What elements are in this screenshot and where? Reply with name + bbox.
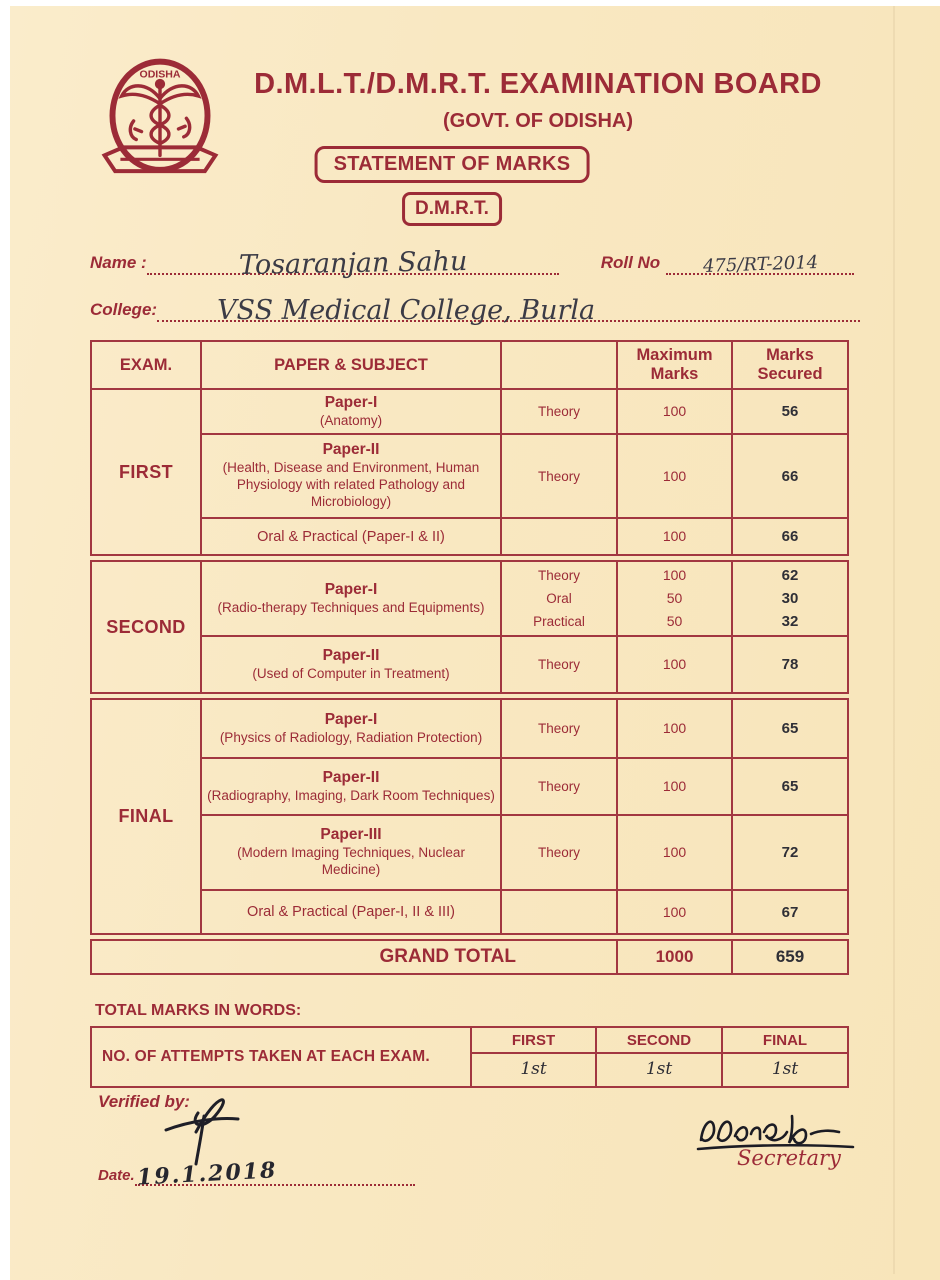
statement-of-marks-badge: STATEMENT OF MARKS: [315, 146, 590, 183]
date-row: [98, 1157, 428, 1191]
name-value: Tosaranjan Sahu: [238, 246, 468, 281]
logo-odisha-text: ODISHA: [139, 68, 181, 81]
max-marks-cell: [617, 561, 732, 636]
max-marks-cell: [617, 890, 732, 934]
attempts-value-second: 1st: [645, 1059, 673, 1079]
paper-title: Paper-II: [322, 646, 380, 664]
max-marks-cell-value: 100: [662, 720, 687, 736]
type-cell: [501, 636, 617, 693]
type-cell-value: Oral: [546, 591, 572, 606]
marks-table-first-section: [90, 340, 849, 556]
paper-cell: [201, 815, 501, 890]
marks-secured-cell-value: 78: [781, 656, 799, 673]
max-marks-cell: [617, 518, 732, 555]
max-marks-cell-value: 100: [662, 528, 687, 544]
type-cell-value: Theory: [537, 779, 581, 794]
type-cell-value: Theory: [537, 657, 581, 672]
name-label: Name :: [90, 253, 147, 272]
verified-by-label: Verified by:: [98, 1092, 190, 1111]
roll-value: 475/RT-2014: [702, 251, 819, 278]
total-words-label: TOTAL MARKS IN WORDS:: [95, 1002, 302, 1019]
paper-subtitle: (Radio-therapy Techniques and Equipments): [217, 599, 485, 615]
attempts-col-final: FINAL: [722, 1027, 848, 1053]
paper-subtitle: (Used of Computer in Treatment): [252, 665, 450, 681]
type-cell-value: Theory: [537, 404, 581, 419]
paper-cell: [201, 890, 501, 934]
marks-secured-cell-value: 66: [781, 467, 799, 485]
marks-secured-cell-value: 56: [781, 403, 799, 420]
name-row: [90, 246, 860, 281]
paper-subtitle: (Health, Disease and Environment, Human Physiology with related Pathology and Microbiology): [222, 460, 480, 509]
marks-row: [91, 890, 848, 934]
date-label: Date.: [98, 1167, 135, 1184]
exam-name-cell: FINAL: [91, 699, 201, 934]
board-subtitle: (GOVT. OF ODISHA): [443, 110, 633, 132]
paper-crease: [893, 0, 895, 1274]
marks-secured-cell: [732, 389, 848, 434]
marks-row: [91, 636, 848, 693]
board-emblem-logo: [94, 54, 226, 188]
course-badge: D.M.R.T.: [402, 192, 502, 226]
marks-secured-cell-value: 30: [781, 590, 799, 607]
paper-subtitle: (Anatomy): [319, 412, 383, 428]
board-title: D.M.L.T./D.M.R.T. EXAMINATION BOARD: [254, 68, 822, 100]
type-cell: [501, 561, 617, 636]
marks-secured-cell-value: 72: [781, 844, 799, 861]
paper-cell: [201, 389, 501, 434]
marks-row: [91, 389, 848, 434]
marks-secured-cell: [732, 518, 848, 555]
attempts-header-row: [91, 1027, 848, 1053]
paper-subtitle: (Modern Imaging Techniques, Nuclear Medicine): [237, 845, 465, 877]
max-marks-cell-value: 100: [662, 467, 687, 484]
date-value: 19.1.2018: [136, 1157, 278, 1191]
type-cell: [501, 699, 617, 758]
marks-row: [91, 561, 848, 636]
max-marks-cell-value: 100: [662, 403, 687, 419]
max-marks-cell: [617, 636, 732, 693]
paper-title: Paper-I: [324, 580, 378, 598]
paper-cell: [201, 434, 501, 518]
marks-row: [91, 815, 848, 890]
type-cell: [501, 518, 617, 555]
max-marks-cell-value: 100: [662, 903, 687, 920]
marks-secured-cell-value: 66: [781, 528, 799, 545]
marks-secured-cell: [732, 561, 848, 636]
college-value: VSS Medical College, Burla: [217, 295, 596, 326]
grand-total-max: 1000: [617, 940, 732, 974]
attempts-col-first: FIRST: [471, 1027, 596, 1053]
max-marks-cell-value: 50: [666, 590, 683, 606]
type-cell-value: Theory: [537, 468, 581, 484]
type-cell-value: Theory: [537, 721, 581, 736]
grand-total-row: [91, 940, 848, 974]
marks-row: [91, 699, 848, 758]
paper-title: Oral & Practical (Paper-I & II): [257, 528, 445, 545]
roll-field: [666, 251, 854, 278]
date-field: [135, 1157, 415, 1191]
type-col-header: [501, 341, 617, 389]
secretary-label: Secretary: [737, 1146, 841, 1170]
marks-table-header-row: [91, 341, 848, 389]
scan-edge-left: [0, 0, 10, 1280]
paper-title: Paper-II: [322, 768, 380, 786]
paper-cell: [201, 518, 501, 555]
type-cell: [501, 389, 617, 434]
caduceus-icon: [122, 81, 199, 156]
paper-title: Paper-II: [322, 441, 380, 459]
max-marks-cell: [617, 389, 732, 434]
marks-table-final-section: [90, 698, 849, 935]
marks-secured-cell: [732, 758, 848, 815]
paper-title: Paper-I: [324, 710, 378, 728]
college-field: [157, 295, 860, 326]
max-marks-cell-value: 50: [666, 613, 683, 629]
type-cell-value: Theory: [537, 845, 581, 860]
marks-secured-cell-value: 67: [781, 903, 799, 921]
max-marks-cell-value: 100: [662, 656, 687, 672]
max-marks-cell-value: 100: [662, 778, 687, 794]
paper-cell: [201, 699, 501, 758]
marks-secured-col-header: Marks Secured: [732, 341, 848, 389]
paper-title: Paper-III: [320, 826, 382, 844]
grand-total-secured: 659: [732, 940, 848, 974]
paper-title: Oral & Practical (Paper-I, II & III): [247, 904, 455, 920]
max-marks-col-header: Maximum Marks: [617, 341, 732, 389]
max-marks-cell: [617, 758, 732, 815]
marks-table: [90, 340, 850, 979]
marks-secured-cell-value: 32: [781, 613, 799, 630]
attempts-col-second: SECOND: [596, 1027, 722, 1053]
marks-secured-cell-value: 62: [781, 567, 799, 584]
max-marks-cell: [617, 815, 732, 890]
max-marks-cell: [617, 434, 732, 518]
marks-secured-cell: [732, 636, 848, 693]
attempts-label: NO. OF ATTEMPTS TAKEN AT EACH EXAM.: [91, 1027, 471, 1087]
marks-secured-cell-value: 65: [781, 778, 799, 795]
exam-col-header: EXAM.: [91, 341, 201, 389]
marks-row: [91, 758, 848, 815]
paper-col-header: PAPER & SUBJECT: [201, 341, 501, 389]
marks-row: [91, 518, 848, 555]
type-cell: [501, 815, 617, 890]
verified-signature-ink: [160, 1078, 250, 1170]
max-marks-cell-value: 100: [662, 567, 687, 583]
paper-cell: [201, 758, 501, 815]
attempts-value-first: 1st: [520, 1059, 547, 1079]
paper-cell: [201, 636, 501, 693]
type-cell: [501, 758, 617, 815]
exam-name-cell: SECOND: [91, 561, 201, 693]
paper-subtitle: (Physics of Radiology, Radiation Protection): [219, 729, 483, 745]
college-label: College:: [90, 300, 158, 319]
type-cell: [501, 890, 617, 934]
grand-total-table: [90, 939, 849, 975]
type-cell: [501, 434, 617, 518]
paper-title: Paper-I: [324, 393, 378, 411]
name-field: [147, 246, 559, 281]
max-marks-cell: [617, 699, 732, 758]
marks-secured-cell: [732, 699, 848, 758]
marks-secured-cell: [732, 815, 848, 890]
type-cell-value: Theory: [537, 568, 581, 583]
marks-secured-cell: [732, 890, 848, 934]
exam-name-cell: FIRST: [91, 389, 201, 555]
max-marks-cell-value: 100: [662, 844, 687, 860]
grand-total-label: GRAND TOTAL: [91, 940, 617, 974]
marks-secured-cell: [732, 434, 848, 518]
scan-edge-top: [0, 0, 940, 6]
type-cell-value: Practical: [533, 614, 585, 629]
college-row: [90, 295, 860, 326]
attempts-value-final: 1st: [771, 1059, 799, 1079]
marks-secured-cell-value: 65: [781, 720, 799, 737]
paper-subtitle: (Radiography, Imaging, Dark Room Techniques): [207, 787, 495, 803]
marks-table-second-section: [90, 560, 849, 694]
marks-row: [91, 434, 848, 518]
paper-cell: [201, 561, 501, 636]
roll-label: Roll No: [600, 253, 661, 272]
